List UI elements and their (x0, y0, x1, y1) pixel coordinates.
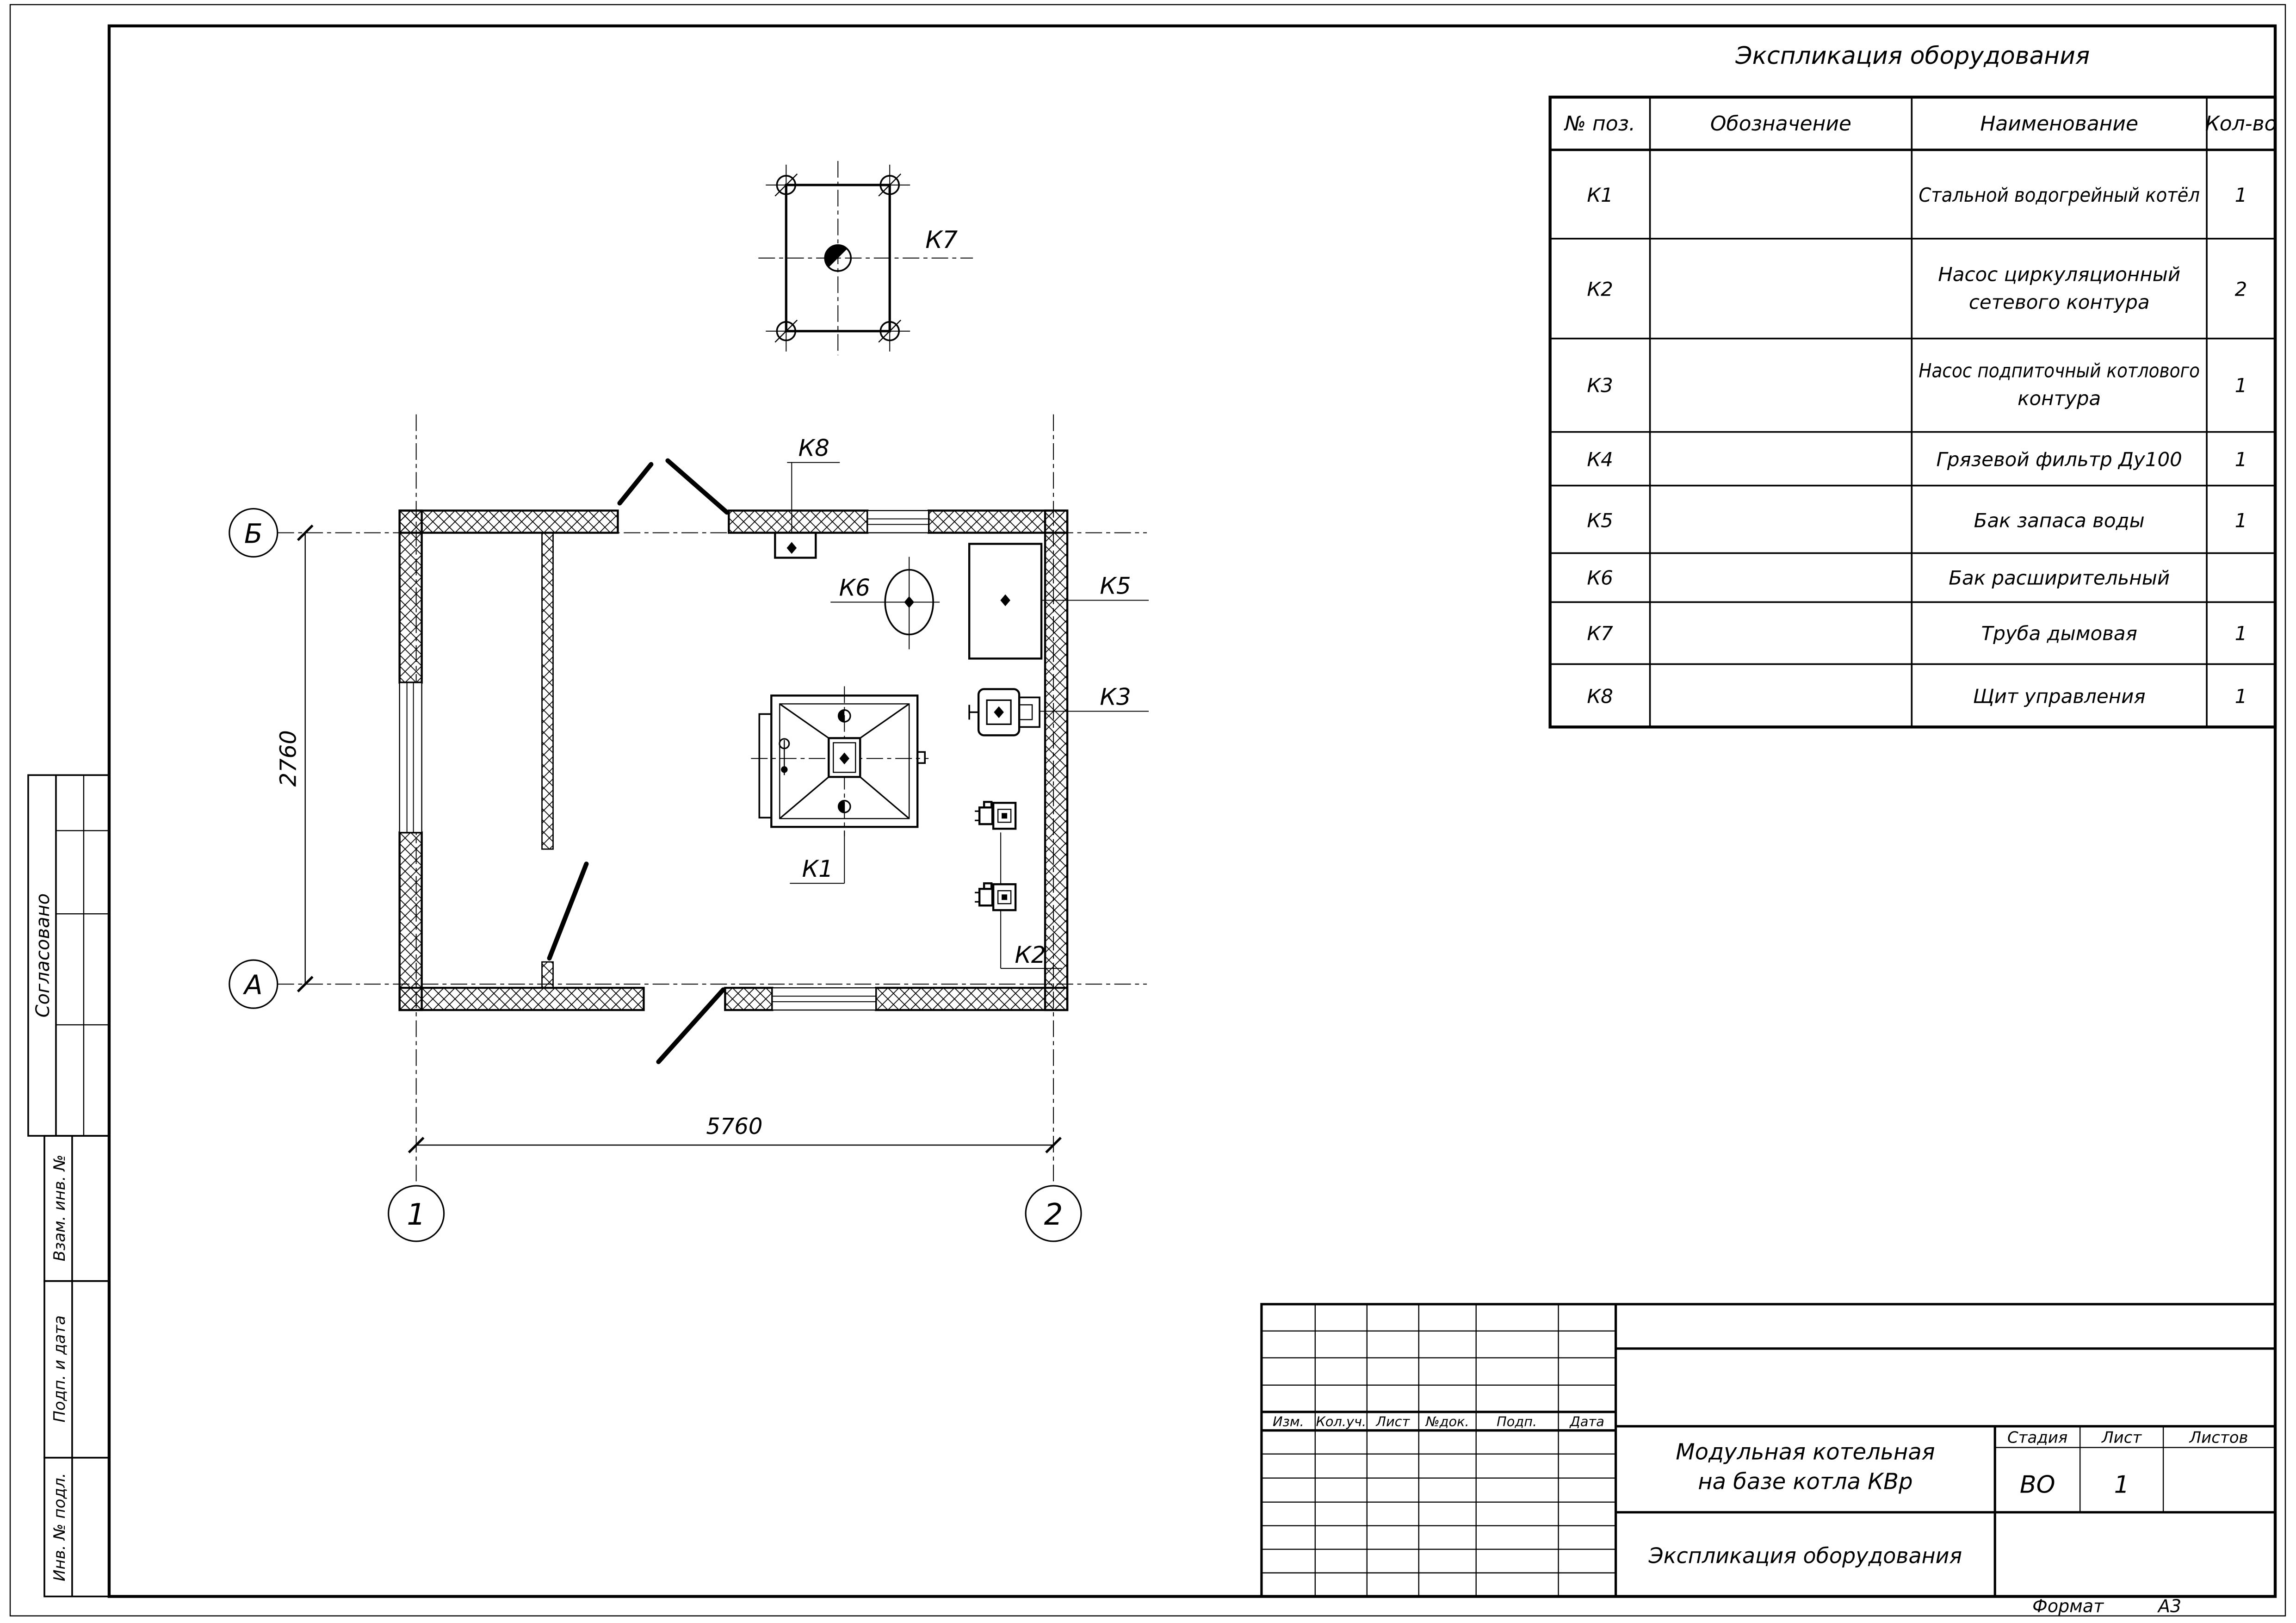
row5-name: Бак запаса воды (1974, 509, 2145, 532)
dim-height-value: 2760 (275, 730, 302, 787)
row6-name: Бак расширительный (1949, 566, 2170, 589)
inv-label: Инв. № подл. (50, 1473, 69, 1581)
row8-name: Щит управления (1973, 685, 2146, 708)
axis-2-label: 2 (1044, 1197, 1063, 1232)
k7-label: К7 (925, 226, 958, 254)
k1-label: К1 (802, 855, 833, 883)
vzam-label: Взам. инв. № (50, 1154, 69, 1262)
axis-1-label: 1 (407, 1197, 426, 1232)
row7-name: Труба дымовая (1981, 622, 2137, 645)
rev-list: Лист (1376, 1413, 1410, 1430)
sheets-label: Листов (2189, 1428, 2248, 1447)
row2-name1: Насос циркуляционный (1938, 263, 2181, 286)
dim-width-value: 5760 (706, 1114, 763, 1140)
row2-pos: К2 (1587, 278, 1613, 301)
equipment-table-title: Экспликация оборудования (1735, 42, 2090, 70)
row3-name2: контура (2018, 387, 2101, 410)
row2-name2: сетевого контура (1968, 291, 2150, 314)
rev-podp: Подп. (1497, 1413, 1537, 1430)
row5-qty: 1 (2234, 509, 2247, 532)
k5-label: К5 (1100, 572, 1131, 600)
sheet-label: Лист (2102, 1428, 2142, 1447)
doc-title-cell: Экспликация оборудования (1648, 1543, 1962, 1568)
row5-pos: К5 (1587, 509, 1613, 532)
rev-koluch: Кол.уч. (1316, 1413, 1367, 1430)
row4-name: Грязевой фильтр Ду100 (1936, 448, 2182, 471)
col-pos: № поз. (1565, 112, 1635, 136)
row1-pos: К1 (1587, 183, 1613, 206)
row8-qty: 1 (2234, 685, 2247, 708)
row8-pos: К8 (1587, 685, 1613, 708)
row3-pos: К3 (1587, 374, 1613, 397)
project-title-line1: Модульная котельная (1676, 1439, 1935, 1465)
row7-qty: 1 (2234, 622, 2247, 645)
rev-izm: Изм. (1273, 1413, 1304, 1430)
axis-a-label: А (244, 969, 263, 1001)
row6-pos: К6 (1587, 566, 1613, 589)
stage-value: ВО (2019, 1471, 2055, 1499)
format-label: Формат (2032, 1596, 2104, 1617)
row3-name1: Насос подпиточный котлового (1918, 359, 2200, 382)
stage-label: Стадия (2007, 1428, 2068, 1447)
row4-qty: 1 (2234, 448, 2247, 471)
axis-b-label: Б (244, 518, 263, 550)
format-value: А3 (2158, 1596, 2182, 1617)
podp-label: Подп. и дата (50, 1315, 69, 1423)
row1-qty: 1 (2234, 183, 2247, 206)
project-title-line2: на базе котла КВр (1698, 1468, 1913, 1495)
k6-label: К6 (839, 574, 870, 601)
col-designation: Обозначение (1710, 112, 1851, 136)
row1-name: Стальной водогрейный котёл (1918, 183, 2200, 206)
row4-pos: К4 (1587, 448, 1613, 471)
row2-qty: 2 (2234, 278, 2247, 301)
sheet-value: 1 (2114, 1471, 2129, 1499)
rev-dok: №док. (1425, 1413, 1469, 1430)
row7-pos: К7 (1587, 622, 1613, 645)
k2-label: К2 (1015, 942, 1046, 969)
row3-qty: 1 (2234, 374, 2247, 397)
k3-label: К3 (1100, 683, 1131, 711)
agreed-label: Согласовано (32, 893, 54, 1018)
col-name: Наименование (1980, 112, 2139, 136)
rev-data: Дата (1570, 1413, 1604, 1430)
col-qty: Кол-во (2205, 112, 2277, 136)
k8-label: К8 (798, 434, 829, 462)
